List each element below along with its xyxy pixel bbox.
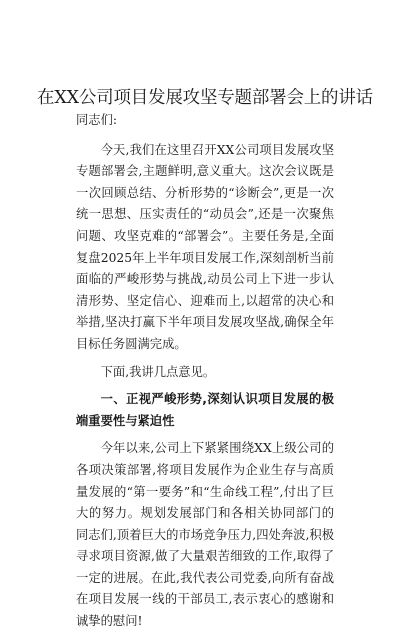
- body-paragraph: 下面,我讲几点意见。: [100, 364, 216, 379]
- body-paragraph: 今天,我们在这里召开XX公司项目发展攻坚专题部署会,主题鲜明,意义重大。这次会议既是一次回顾总结、分析形势的“诊断会”,更是一次统一思想、压实责任的“动员会”,还是一次聚焦问题、攻坚克难的“部署会”。主要任务是,全面复盘2025年上半年项目发展工作,深刻剖析当前面临的严峻形势与挑战,动员公司上下进一步认清形势、坚定信心、迎难而上,以超常的决心和举措,坚决打赢下半年项目发展攻坚战,确保全年目标任务圆满完成。: [76, 142, 334, 351]
- document-title: 在XX公司项目发展攻坚专题部署会上的讲话: [37, 88, 373, 108]
- section-heading: 一、正视严峻形势,深刻认识项目发展的极端重要性与紧迫性: [76, 392, 334, 428]
- document-body: [76, 110, 334, 639]
- salutation: 同志们:: [76, 113, 118, 127]
- body-paragraph: 今年以来,公司上下紧紧围绕XX上级公司的各项决策部署,将项目发展作为企业生存与高质量发展的“第一要务”和“生命线工程”,付出了巨大的努力。规划发展部门和各相关协同部门的同志们,顶着巨大的市场竞争压力,四处奔波,积极寻求项目资源,做了大量艰苦细致的工作,取得了一定的进展。在此,我代表公司党委,向所有奋战在项目发展一线的干部员工,表示衷心的感谢和诚挚的慰问!: [76, 441, 334, 629]
